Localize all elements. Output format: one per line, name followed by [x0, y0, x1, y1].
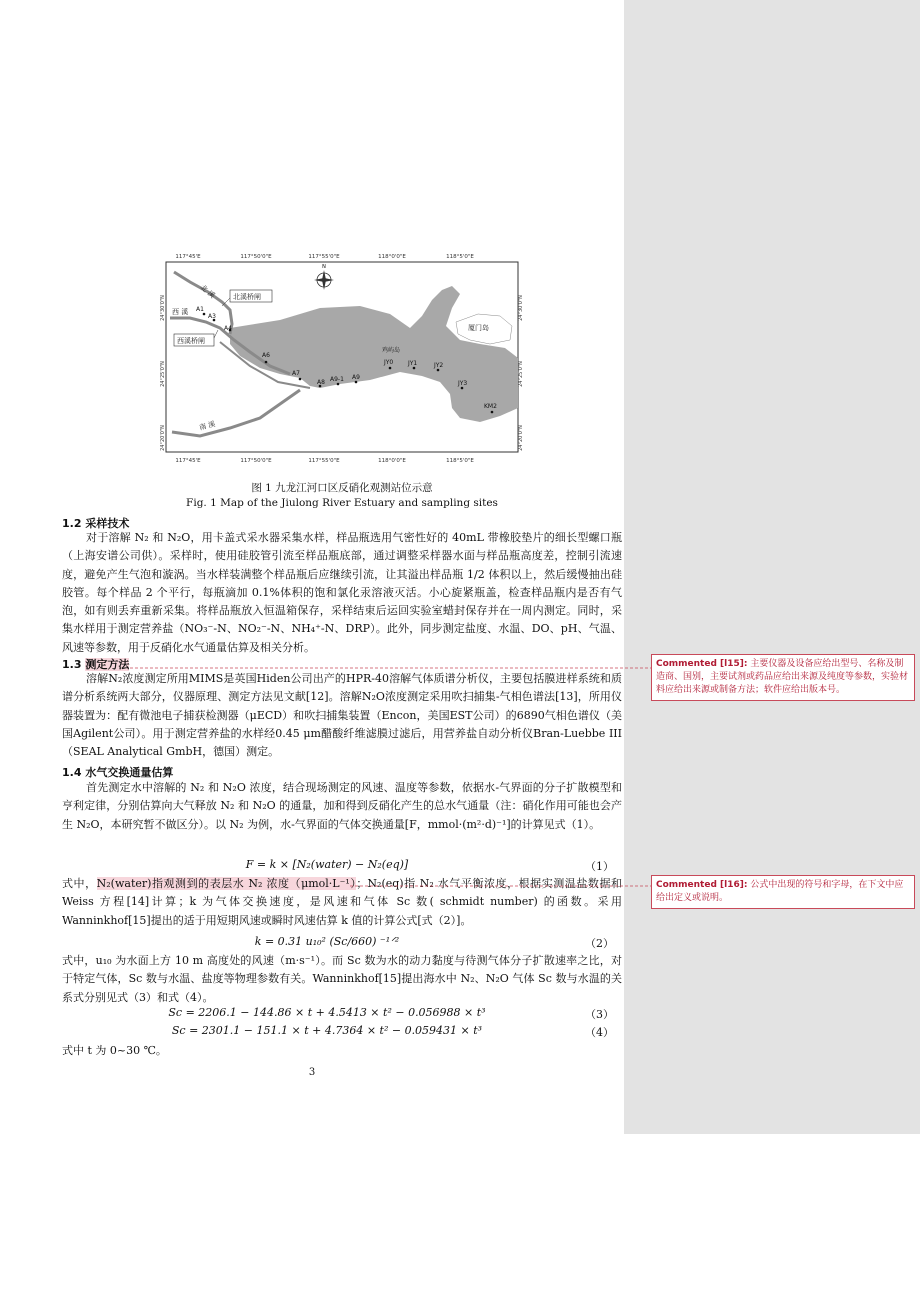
site-km2: KM2: [484, 403, 497, 410]
site-a4: A4: [224, 325, 232, 332]
site-a1: A1: [196, 306, 204, 313]
label-xixi: 西 溪: [172, 308, 189, 316]
paragraph-range: 式中 t 为 0~30 ℃。: [62, 1044, 167, 1057]
equation-3-number: （3）: [585, 1008, 614, 1021]
equation-1-formula: F = k × [N₂(water) − N₂(eq)]: [245, 858, 409, 871]
tick-left-2: 24°20'0"N: [160, 425, 166, 451]
tick-bottom-1: 117°50'0"E: [240, 458, 272, 464]
tick-top-4: 118°5'0"E: [446, 254, 474, 260]
comment-l16[interactable]: [651, 875, 915, 909]
equation-3-formula: Sc = 2206.1 − 144.86 × t + 4.5413 × t² − 0.056988 × t³: [168, 1006, 486, 1019]
tick-left-1: 24°25'0"N: [160, 361, 166, 387]
tick-right-0: 24°30'0"N: [518, 295, 524, 321]
section-title-highlight[interactable]: 测定方法: [85, 658, 130, 671]
site-a7: A7: [292, 370, 300, 377]
paragraph-sampling: 对于溶解 N₂ 和 N₂O，用卡盖式采水器采集水样，样品瓶选用气密性好的 40mL 带橡胶垫片的细长型螺口瓶（上海安谱公司供）。采样时，使用硅胶管引流至样品瓶底部，通过调整采样器水面与样品瓶高度差，控制引流速度，避免产生气泡和漩涡。当水样装满整个样品瓶后应继续引流，让其溢出样品瓶 1/2 体积以上，然后缓慢抽出硅胶管。每个样品 2 个平行，每瓶滴加 0.1%体积的饱和氯化汞溶液灭活。小心旋紧瓶盖，检查样品瓶内是否有气泡，如有则丢弃重新采集。将样品瓶放入恒温箱保存，采样结束后运回实验室蜡封保存并在一周内测定。同时，采集水样用于测定营养盐（NO₃⁻-N、NO₂⁻-N、NH₄⁺-N、DRP）。此外，同步测定盐度、水温、DO、pH、气温、风速等参数，用于反硝化水气通量估算及相关分析。: [62, 531, 622, 654]
page-number: 3: [308, 1067, 316, 1078]
equation-2-number: （2）: [585, 937, 614, 950]
label-jiyu: 鸡屿岛: [382, 347, 401, 354]
paragraph-method: 溶解N₂浓度测定所用MIMS是英国Hiden公司出产的HPR-40溶解气体质谱分析仪，主要包括膜进样系统和质谱分析系统两大部分，仪器原理、测定方法见文献[12]。溶解N₂O浓度测定采用吹扫捕集-气相色谱法[13]，所用仪器装置为：配有微池电子捕获检测器（μECD）和吹扫捕集装置（Encon，美国EST公司）的6890气相色谱仪（美国Agilent公司）。用于测定营养盐的水样经0.45 μm醋酸纤维滤膜过滤后，用营养盐自动分析仪Bran-Luebbe III（SEAL Analytical GmbH，德国）测定。: [62, 672, 622, 759]
compass-n: N: [322, 264, 326, 270]
equation-1-number: （1）: [585, 860, 614, 873]
tick-bottom-3: 118°0'0"E: [378, 458, 406, 464]
text-lead: 式中，: [62, 877, 97, 890]
highlighted-definition[interactable]: N₂(water)指观测到的表层水 N₂ 浓度（μmol·L⁻¹）: [96, 877, 357, 890]
section-title-1-2: 1.2 采样技术: [62, 517, 130, 530]
text-rest: ；N₂(eq)指 N₂ 水气平衡浓度，根据实测温盐数据和 Weiss 方程[14]计算；k 为气体交换速度，是风速和气体 Sc 数( schmidt number) 的函数。采用 Wanninkhof[15]提出的适于用短期风速或瞬时风速估算 k 值的计算公式[式（2）]。: [62, 877, 622, 927]
site-jy2: JY2: [434, 362, 444, 369]
tick-bottom-0: 117°45'E: [175, 458, 201, 464]
figure-caption-cn: 图 1 九龙江河口区反硝化观测站位示意: [251, 482, 433, 494]
tick-top-0: 117°45'E: [175, 254, 201, 260]
comment-l15-author: Commented [l15]:: [656, 659, 748, 669]
section-title-1-4: 1.4 水气交换通量估算: [62, 766, 174, 779]
tick-bottom-4: 118°5'0"E: [446, 458, 474, 464]
label-beixi: 北 溪: [198, 283, 217, 300]
site-a9-1: A9-1: [330, 376, 344, 383]
site-a6: A6: [262, 352, 270, 359]
label-beixi-gate: 北溪桥闸: [233, 293, 261, 301]
site-a9: A9: [352, 374, 360, 381]
figure-caption-en: Fig. 1 Map of the Jiulong River Estuary and sampling sites: [186, 497, 498, 509]
site-jy0: JY0: [384, 359, 394, 366]
label-xiamen: 厦门岛: [468, 324, 489, 332]
tick-top-3: 118°0'0"E: [378, 254, 406, 260]
site-jy1: JY1: [408, 360, 418, 367]
comment-l15-text: 主要仪器及设备应给出型号、名称及制造商、国别，主要试剂或药品应给出来源及纯度等参数，实验材料应给出来源或制备方法；软件应给出版本号。: [656, 659, 909, 695]
tick-right-1: 24°25'0"N: [518, 361, 524, 387]
site-a8: A8: [317, 379, 325, 386]
comment-l16-author: Commented [l16]:: [656, 880, 748, 890]
site-jy3: JY3: [458, 380, 468, 387]
label-nanxi: 南 溪: [198, 420, 217, 432]
equation-4-formula: Sc = 2301.1 − 151.1 × t + 4.7364 × t² − 0.059431 × t³: [171, 1024, 483, 1037]
site-a3: A3: [208, 313, 216, 320]
equation-2-formula: k = 0.31 u₁₀² (Sc/660) ⁻¹ᐟ²: [254, 935, 400, 948]
equation-4-number: （4）: [585, 1026, 614, 1039]
label-xixi-gate: 西溪桥闸: [177, 337, 205, 345]
tick-bottom-2: 117°55'0"E: [308, 458, 340, 464]
paragraph-eq2-def: 式中，u₁₀ 为水面上方 10 m 高度处的风速（m·s⁻¹）。而 Sc 数为水的动力黏度与待测气体分子扩散速率之比，对于特定气体，Sc 数与水温、盐度等物理参数有关。Wanninkhof[15]提出海水中 N₂、N₂O 气体 Sc 数与水温的关系式分别见式（3）和式（4）。: [62, 954, 622, 1004]
tick-top-2: 117°55'0"E: [308, 254, 340, 260]
comment-l15[interactable]: [651, 654, 915, 701]
tick-right-2: 24°20'0"N: [518, 425, 524, 451]
paragraph-flux: 首先测定水中溶解的 N₂ 和 N₂O 浓度，结合现场测定的风速、温度等参数，依据水-气界面的分子扩散模型和亨利定律，分别估算向大气释放 N₂ 和 N₂O 的通量，加和得到反硝化产生的总水气通量（注：硝化作用可能也会产生 N₂O，本研究暂不做区分）。以 N₂ 为例，水-气界面的气体交换通量[F，mmol·(m²·d)⁻¹]的计算见式（1）。: [62, 781, 622, 831]
tick-top-1: 117°50'0"E: [240, 254, 272, 260]
section-number-1-3: 1.3: [62, 658, 86, 671]
tick-left-0: 24°30'0"N: [160, 295, 166, 321]
comment-l16-text: 公式中出现的符号和字母，在下文中应给出定义或说明。: [656, 880, 904, 903]
